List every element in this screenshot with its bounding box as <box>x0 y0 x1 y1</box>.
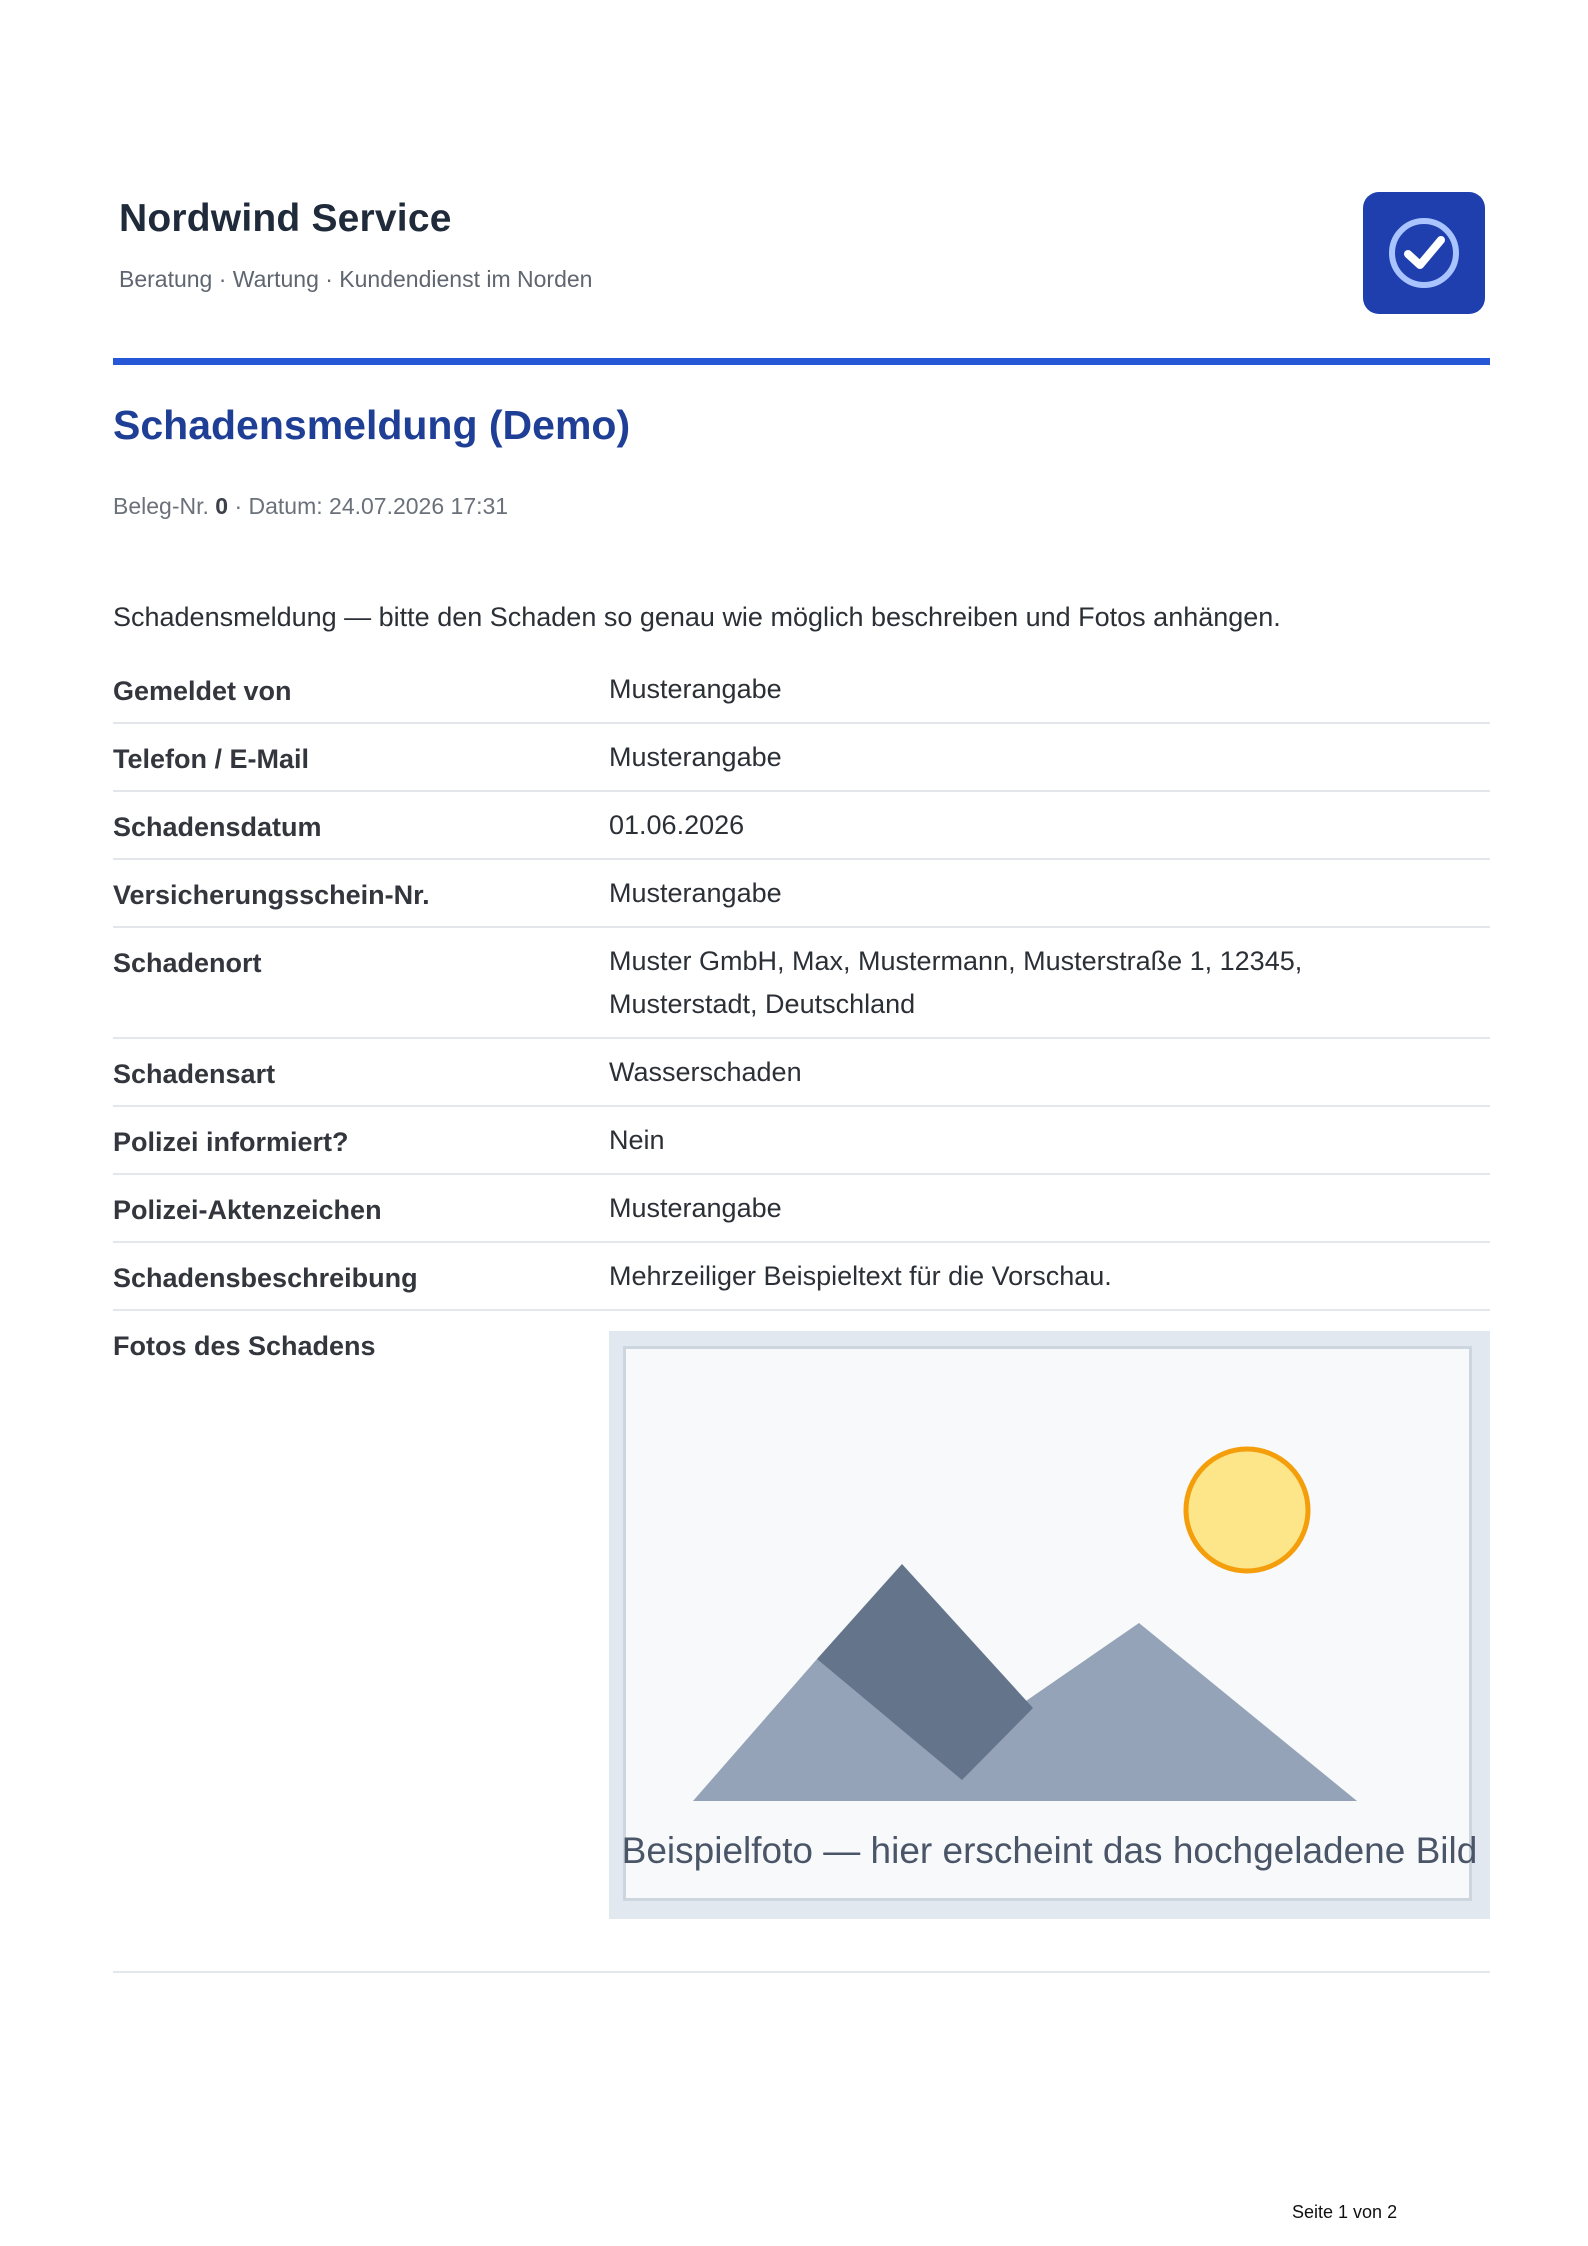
document-page <box>113 0 1490 2246</box>
photo-placeholder <box>609 1331 1490 1919</box>
photo-canvas <box>623 1346 1472 1901</box>
landscape-image-icon <box>626 1349 1469 1898</box>
company-name: Nordwind Service <box>119 197 452 240</box>
field-label: Schadensbeschreibung <box>113 1263 418 1293</box>
document-title: Schadensmeldung (Demo) <box>113 402 631 448</box>
photo-caption: Beispielfoto — hier erscheint das hochgeladene Bild <box>621 1830 1478 1871</box>
field-value: Wasserschaden <box>609 1057 802 1087</box>
field-row <box>113 656 1490 724</box>
field-label: Versicherungsschein-Nr. <box>113 880 430 910</box>
field-value: 01.06.2026 <box>609 810 745 840</box>
field-label: Gemeldet von <box>113 676 292 706</box>
field-row <box>113 724 1490 792</box>
field-value: Musterangabe <box>609 674 782 704</box>
field-value: Musterangabe <box>609 878 782 908</box>
field-value: Nein <box>609 1125 665 1155</box>
field-label: Schadensart <box>113 1059 276 1089</box>
field-row <box>113 928 1490 1039</box>
field-label: Polizei informiert? <box>113 1127 349 1157</box>
receipt-label: Beleg-Nr. <box>113 493 209 519</box>
header-divider <box>113 358 1490 365</box>
field-row <box>113 1175 1490 1243</box>
field-label: Telefon / E-Mail <box>113 744 310 774</box>
intro-text: Schadensmeldung — bitte den Schaden so genau wie möglich beschreiben und Fotos anhängen. <box>113 602 1281 632</box>
check-circle-icon <box>1363 192 1485 314</box>
field-label: Schadenort <box>113 948 262 978</box>
photo-row <box>113 1311 1490 1973</box>
field-table <box>113 656 1490 1973</box>
field-label: Schadensdatum <box>113 812 322 842</box>
field-row <box>113 1243 1490 1311</box>
field-row <box>113 1107 1490 1175</box>
field-value: Mehrzeiliger Beispieltext für die Vorschau. <box>609 1261 1112 1291</box>
field-row <box>113 860 1490 928</box>
company-tagline: Beratung · Wartung · Kundendienst im Norden <box>119 266 593 292</box>
photo-label: Fotos des Schadens <box>113 1331 376 1361</box>
field-value: Muster GmbH, Max, Mustermann, Musterstraße 1, 12345, Musterstadt, Deutschland <box>609 946 1303 1019</box>
receipt-number: 0 <box>215 493 229 519</box>
page-number: Seite 1 von 2 <box>1292 2202 1398 2222</box>
field-row <box>113 792 1490 860</box>
receipt-date: · Datum: 24.07.2026 17:31 <box>228 493 509 519</box>
field-row <box>113 1039 1490 1107</box>
field-label: Polizei-Aktenzeichen <box>113 1195 382 1225</box>
receipt-line <box>113 493 508 520</box>
field-value: Musterangabe <box>609 1193 782 1223</box>
company-logo <box>1363 192 1485 314</box>
field-value: Musterangabe <box>609 742 782 772</box>
